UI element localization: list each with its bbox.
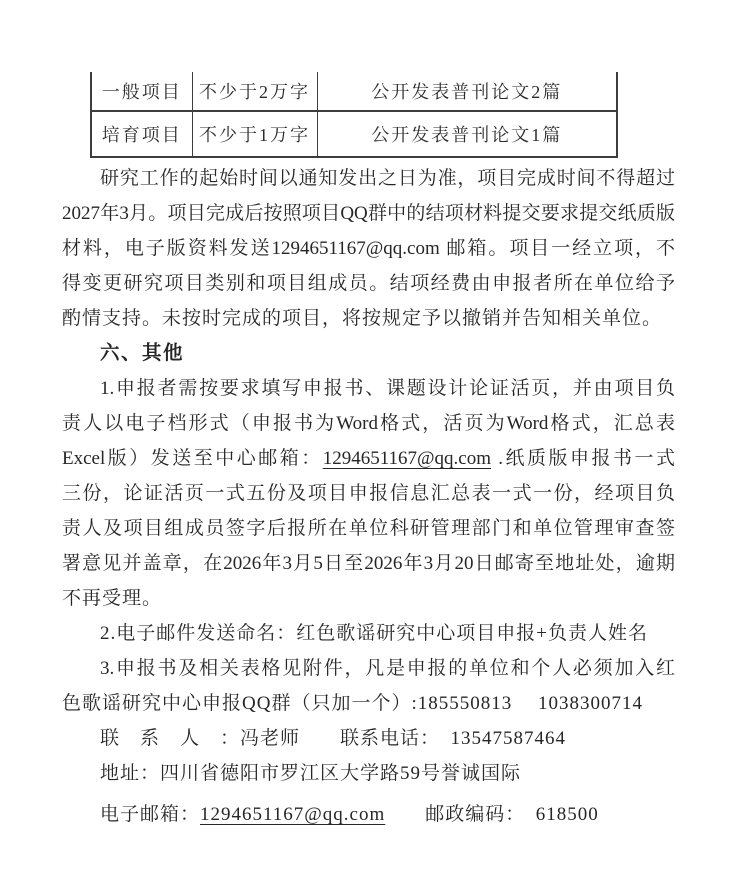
para-line [62, 231, 675, 266]
para-line [62, 651, 675, 686]
line-text: Excel版）发送至中心邮箱： [62, 448, 323, 469]
line-text: 3.申报书及相关表格见附件，凡是申报的单位和个人必须加入红 [100, 658, 675, 679]
email-link[interactable]: 1294651167@qq.com [322, 448, 491, 469]
line-text: 得变更研究项目类别和项目组成员。结项经费由申报者所在单位给予 [62, 273, 675, 294]
line-text: 2.电子邮件发送命名：红色歌谣研究中心项目申报+负责人姓名 [100, 623, 648, 644]
line-text: .纸质版申报书一式 [491, 448, 675, 469]
line-text: 2027年3月。项目完成后按照项目QQ群中的结项材料提交要求提交纸质版 [62, 203, 675, 224]
para-line [62, 616, 675, 651]
para-line [62, 546, 675, 581]
line-text: 三份，论证活页一式五份及项目申报信息汇总表一式一份，经项目负 [62, 483, 675, 504]
project-type-cell: 培育项目 [91, 111, 192, 157]
line-text: 责人及项目组成员签字后报所在单位科研管理部门和单位管理审查签 [62, 518, 675, 539]
para-line [62, 161, 675, 196]
document-content [0, 72, 737, 832]
para-line [62, 441, 675, 476]
line-text: 署意见并盖章，在2026年3月5日至2026年3月20日邮寄至地址处，逾期 [62, 553, 675, 574]
para-line [62, 371, 675, 406]
line-text: 不再受理。 [62, 588, 163, 609]
table-row [91, 111, 617, 157]
section-heading [62, 336, 675, 371]
heading-text: 六、其他 [100, 343, 185, 364]
line-text: 电子邮箱： [100, 804, 201, 825]
para-line [62, 266, 675, 301]
outcome-cell: 公开发表普刊论文1篇 [317, 111, 617, 157]
deliverables-table [90, 72, 618, 158]
para-line [62, 301, 675, 336]
line-text: 材料，电子版资料发送1294651167@qq.com 邮箱。项目一经立项，不 [62, 238, 675, 259]
word-count-cell: 不少于2万字 [192, 72, 317, 111]
table-row [91, 72, 617, 111]
word-count-cell: 不少于1万字 [192, 111, 317, 157]
para-line [62, 406, 675, 441]
email-link[interactable]: 1294651167@qq.com [200, 804, 386, 825]
line-text: 地址：四川省德阳市罗江区大学路59号誉诚国际 [100, 763, 522, 784]
line-text: 邮政编码： 618500 [385, 804, 599, 825]
para-line [62, 511, 675, 546]
line-text: 研究工作的起始时间以通知发出之日为准，项目完成时间不得超过 [100, 168, 675, 189]
line-text: 酌情支持。未按时完成的项目，将按规定予以撤销并告知相关单位。 [62, 308, 663, 329]
para-line [62, 581, 675, 616]
contact-person-line [62, 721, 675, 756]
line-text: 1.申报者需按要求填写申报书、课题设计论证活页，并由项目负 [100, 378, 675, 399]
line-text: 色歌谣研究中心申报QQ群（只加一个）:185550813 1038300714 [62, 693, 643, 714]
contact-email-line [62, 797, 675, 832]
para-line [62, 196, 675, 231]
para-line [62, 476, 675, 511]
para-line [62, 686, 675, 721]
contact-address-line [62, 756, 675, 791]
outcome-cell: 公开发表普刊论文2篇 [317, 72, 617, 111]
project-type-cell: 一般项目 [91, 72, 192, 111]
line-text: 责人以电子档形式（申报书为Word格式，活页为Word格式，汇总表 [62, 413, 675, 434]
line-text: 联 系 人 ：冯老师 联系电话： 13547587464 [100, 728, 567, 749]
